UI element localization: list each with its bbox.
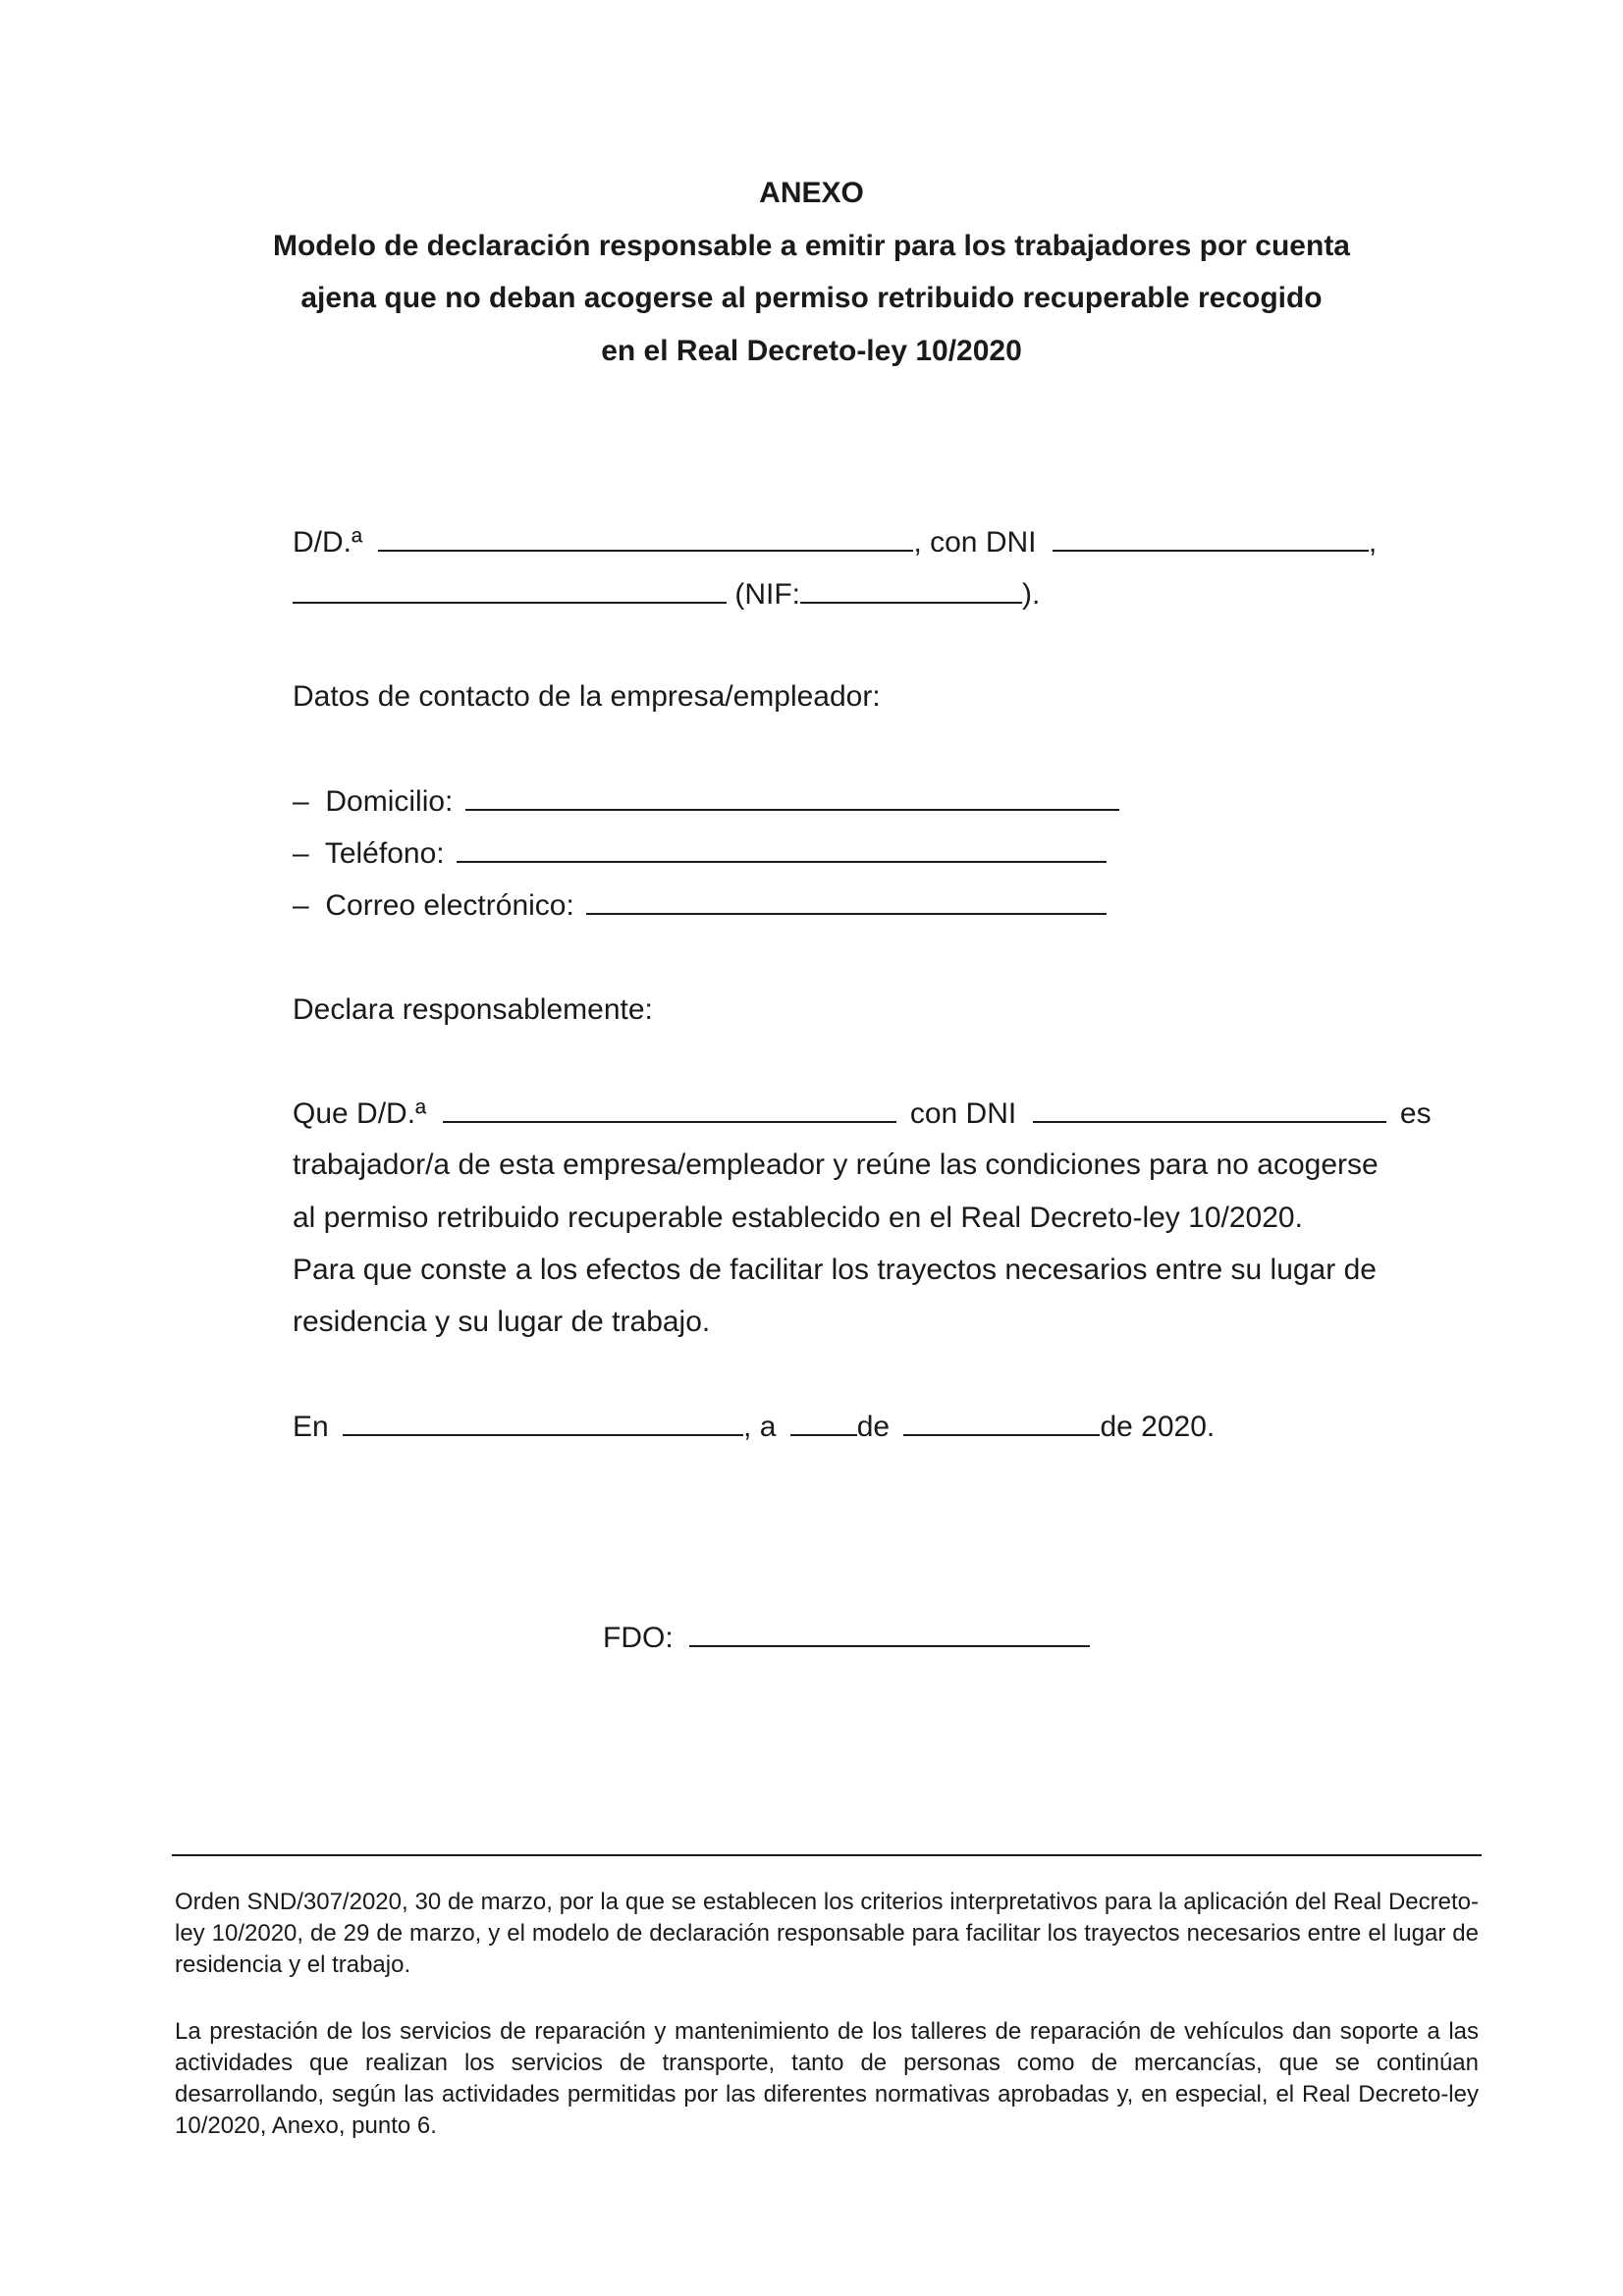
de-label: de — [856, 1411, 891, 1443]
body-line-4: Para que conste a los efectos de facilitar los trayectos necesarios entre su lugar de — [293, 1254, 1377, 1286]
con-dni-label: , con DNI — [913, 526, 1037, 559]
footer-note-workshops: La prestación de los servicios de reparación y mantenimiento de los talleres de reparación de vehículos dan soporte a las actividades que realizan los servicios de transporte, tanto de personas como de mercancías, que se continúan desarrollando, según las actividades permitidas por las diferentes normativas aprobadas y, en especial, el Real Decreto-ley 10/2020, Anexo, punto 6. — [175, 2018, 1479, 2139]
annex-title: ANEXO — [759, 177, 864, 209]
nif-line — [293, 574, 1040, 614]
dd-line — [293, 522, 1377, 562]
correo-field[interactable] — [586, 885, 1107, 915]
month-field[interactable] — [903, 1407, 1100, 1436]
a-label: , a — [743, 1411, 777, 1443]
year-label: de 2020. — [1100, 1411, 1216, 1443]
dd-label: D/D.ª — [293, 526, 363, 559]
domicilio-label: Domicilio: — [325, 785, 454, 818]
body-line-1 — [293, 1094, 1432, 1134]
nif-open-label: (NIF: — [734, 578, 800, 611]
list-item-correo — [293, 885, 1107, 926]
en-label: En — [293, 1411, 329, 1443]
bullet-dash: – — [293, 837, 309, 870]
telefono-field[interactable] — [457, 833, 1107, 863]
document-title-line-2: ajena que no deban acogerse al permiso retribuido recuperable recogido — [300, 282, 1323, 314]
place-field[interactable] — [343, 1407, 743, 1436]
fdo-label: FDO: — [603, 1622, 674, 1654]
es-label: es — [1399, 1097, 1432, 1130]
place-date-line — [293, 1407, 1215, 1447]
signature-field[interactable] — [689, 1618, 1090, 1647]
dni-field[interactable] — [1053, 522, 1369, 552]
body-line-3: al permiso retribuido recuperable establecido en el Real Decreto-ley 10/2020. — [293, 1201, 1303, 1234]
correo-label: Correo electrónico: — [325, 889, 574, 922]
domicilio-field[interactable] — [465, 781, 1119, 811]
name-field[interactable] — [378, 522, 913, 552]
document-title-line-3: en el Real Decreto-ley 10/2020 — [601, 335, 1022, 367]
contact-heading: Datos de contacto de la empresa/empleador: — [293, 680, 881, 713]
nif-close-label: ). — [1022, 578, 1041, 611]
day-field[interactable] — [790, 1407, 857, 1436]
bullet-dash: – — [293, 889, 309, 922]
company-field[interactable] — [293, 574, 727, 604]
worker-name-field[interactable] — [443, 1094, 896, 1123]
que-dd-label: Que D/D.ª — [293, 1097, 427, 1130]
document-title-line-1: Modelo de declaración responsable a emitir para los trabajadores por cuenta — [272, 230, 1350, 262]
body-line-5: residencia y su lugar de trabajo. — [293, 1306, 711, 1338]
con-dni-label-2: con DNI — [909, 1097, 1017, 1130]
telefono-label: Teléfono: — [324, 837, 445, 870]
footer-divider — [172, 1854, 1482, 1856]
list-item-telefono — [293, 833, 1107, 874]
body-line-2: trabajador/a de esta empresa/empleador y reúne las condiciones para no acogerse — [293, 1148, 1379, 1181]
footer-note-order: Orden SND/307/2020, 30 de marzo, por la que se establecen los criterios interpretativos para la aplicación del Real Decreto-ley 10/2020, de 29 de marzo, y el modelo de declaración responsable para facilitar los trayectos necesarios entre el lugar de residencia y el trabajo. — [175, 1889, 1479, 1978]
declara-heading: Declara responsablemente: — [293, 993, 653, 1026]
worker-dni-field[interactable] — [1033, 1094, 1386, 1123]
signature-line — [603, 1618, 1090, 1658]
bullet-dash: – — [293, 785, 309, 818]
comma: , — [1368, 526, 1378, 559]
list-item-domicilio — [293, 781, 1119, 822]
nif-field[interactable] — [800, 574, 1022, 604]
